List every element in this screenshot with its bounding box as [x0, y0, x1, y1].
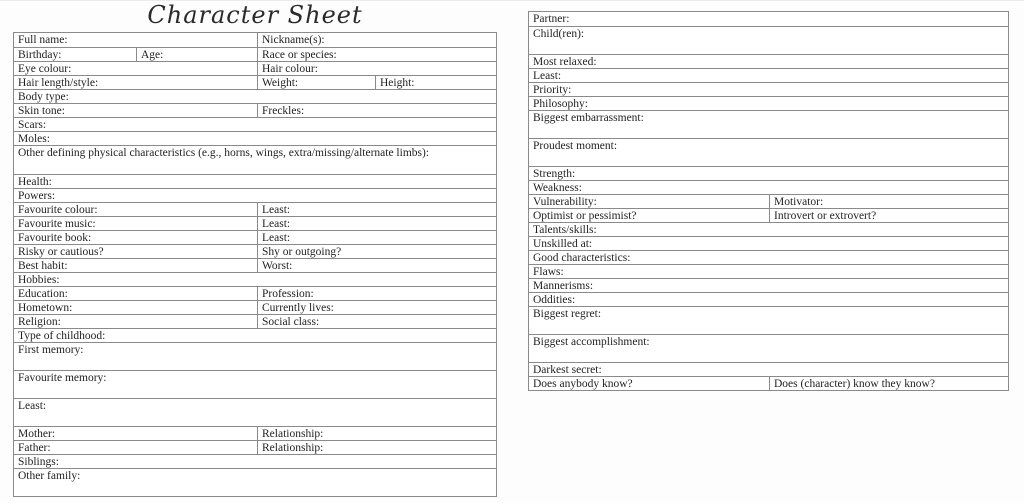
form-row [529, 180, 1008, 194]
field-label: Favourite colour: [18, 204, 98, 216]
form-row [529, 110, 1008, 138]
field-label: Currently lives: [262, 302, 334, 314]
field-label: Favourite music: [18, 218, 96, 230]
field-risky-or-cautious [14, 245, 257, 258]
form-row [14, 33, 496, 47]
character-sheet-left-table [13, 32, 497, 497]
field-least [14, 399, 496, 426]
field-education [14, 287, 257, 300]
field-label: Mannerisms: [533, 280, 594, 292]
character-sheet-right-table [528, 11, 1009, 391]
field-label: Hair length/style: [18, 77, 99, 89]
field-darkest-secret [529, 363, 1008, 376]
field-label: Least: [533, 70, 562, 82]
field-label: Darkest secret: [533, 364, 602, 376]
field-label: First memory: [18, 344, 84, 356]
field-label: Freckles: [262, 105, 305, 117]
field-age [136, 48, 257, 61]
field-label: Other defining physical characteristics (e.g., horns, wings, extra/missing/alternate limbs): [18, 147, 430, 159]
form-row [14, 426, 496, 440]
form-row [529, 96, 1008, 110]
field-label: Biggest regret: [533, 308, 602, 320]
field-label: Weakness: [533, 182, 582, 194]
field-label: Least: [262, 204, 291, 216]
form-row [529, 222, 1008, 236]
field-label: Height: [380, 77, 415, 89]
field-skin-tone [14, 104, 257, 117]
form-row [529, 264, 1008, 278]
field-label: Optimist or pessimist? [533, 210, 637, 222]
field-label: Type of childhood: [18, 330, 106, 342]
form-row [529, 278, 1008, 292]
form-row [529, 362, 1008, 376]
form-row [14, 440, 496, 454]
field-siblings [14, 455, 496, 468]
form-row [14, 117, 496, 131]
field-label: Philosophy: [533, 98, 588, 110]
form-row [529, 26, 1008, 54]
field-label: Strength: [533, 168, 576, 180]
form-row [14, 103, 496, 117]
field-profession [257, 287, 496, 300]
form-row [14, 314, 496, 328]
field-label: Relationship: [262, 442, 324, 454]
form-row [529, 306, 1008, 334]
field-oddities [529, 293, 1008, 306]
field-strength [529, 167, 1008, 180]
field-talents-skills [529, 223, 1008, 236]
form-row [14, 300, 496, 314]
field-biggest-regret [529, 307, 1008, 334]
field-best-habit [14, 259, 257, 272]
field-introvert-or-extrovert [769, 209, 1008, 222]
field-label: Good characteristics: [533, 252, 631, 264]
field-label: Siblings: [18, 456, 59, 468]
form-row [529, 334, 1008, 362]
field-weakness [529, 181, 1008, 194]
form-row [529, 166, 1008, 180]
field-nickname-s [257, 33, 496, 47]
field-label: Hometown: [18, 302, 73, 314]
form-row [14, 230, 496, 244]
field-label: Social class: [262, 316, 320, 328]
form-row [14, 216, 496, 230]
form-row [529, 236, 1008, 250]
form-row [14, 398, 496, 426]
field-unskilled-at [529, 237, 1008, 250]
form-row [14, 272, 496, 286]
field-label: Education: [18, 288, 68, 300]
field-least [257, 217, 496, 230]
field-least [257, 203, 496, 216]
field-label: Profession: [262, 288, 314, 300]
field-full-name [14, 33, 257, 47]
form-row [14, 75, 496, 89]
field-worst [257, 259, 496, 272]
form-row [14, 286, 496, 300]
field-birthday [14, 48, 136, 61]
field-label: Skin tone: [18, 105, 65, 117]
form-row [529, 138, 1008, 166]
field-optimist-or-pessimist [529, 209, 769, 222]
form-row [14, 174, 496, 188]
form-row [14, 258, 496, 272]
form-row [14, 342, 496, 370]
field-father [14, 441, 257, 454]
field-label: Best habit: [18, 260, 68, 272]
form-row [14, 145, 496, 174]
field-label: Weight: [262, 77, 299, 89]
form-row [14, 328, 496, 342]
field-freckles [257, 104, 496, 117]
field-label: Father: [18, 442, 51, 454]
field-powers [14, 189, 496, 202]
field-label: Does (character) know they know? [774, 378, 935, 390]
field-eye-colour [14, 62, 257, 75]
field-does-character-know-they-know [769, 377, 1008, 390]
field-label: Most relaxed: [533, 56, 597, 68]
field-relationship [257, 441, 496, 454]
field-label: Hobbies: [18, 274, 60, 286]
field-label: Shy or outgoing? [262, 246, 342, 258]
field-label: Other family: [18, 470, 81, 482]
field-label: Age: [141, 49, 164, 61]
field-label: Priority: [533, 84, 572, 96]
field-label: Race or species: [262, 49, 337, 61]
field-label: Least: [18, 400, 47, 412]
field-biggest-accomplishment [529, 335, 1008, 362]
field-label: Powers: [18, 190, 56, 202]
field-priority [529, 83, 1008, 96]
form-row [14, 47, 496, 61]
field-other-defining-physical-characteristics-e-g-horns-wings-extra-missing-alternate-limbs [14, 146, 496, 174]
field-label: Hair colour: [262, 63, 318, 75]
field-scars [14, 118, 496, 131]
form-row [529, 68, 1008, 82]
field-shy-or-outgoing [257, 245, 496, 258]
form-row [14, 188, 496, 202]
form-row [529, 12, 1008, 26]
field-religion [14, 315, 257, 328]
form-row [529, 376, 1008, 390]
field-partner [529, 12, 1008, 26]
form-row [529, 292, 1008, 306]
form-row [14, 244, 496, 258]
field-label: Biggest accomplishment: [533, 336, 650, 348]
field-label: Worst: [262, 260, 293, 272]
field-hobbies [14, 273, 496, 286]
field-social-class [257, 315, 496, 328]
field-label: Partner: [533, 13, 570, 25]
field-label: Religion: [18, 316, 61, 328]
field-type-of-childhood [14, 329, 496, 342]
form-row [529, 208, 1008, 222]
field-proudest-moment [529, 139, 1008, 166]
field-label: Mother: [18, 428, 56, 440]
form-row [14, 454, 496, 468]
field-vulnerability [529, 195, 769, 208]
field-weight [257, 76, 375, 89]
field-label: Vulnerability: [533, 196, 597, 208]
field-label: Relationship: [262, 428, 324, 440]
field-moles [14, 132, 496, 145]
field-biggest-embarrassment [529, 111, 1008, 138]
form-row [14, 61, 496, 75]
field-favourite-memory [14, 371, 496, 398]
form-row [14, 202, 496, 216]
field-mother [14, 427, 257, 440]
field-good-characteristics [529, 251, 1008, 264]
form-row [529, 82, 1008, 96]
form-row [14, 468, 496, 496]
field-does-anybody-know [529, 377, 769, 390]
form-row [529, 250, 1008, 264]
field-hometown [14, 301, 257, 314]
field-most-relaxed [529, 55, 1008, 68]
field-motivator [769, 195, 1008, 208]
field-label: Child(ren): [533, 28, 585, 40]
form-row [529, 194, 1008, 208]
field-label: Motivator: [774, 196, 824, 208]
field-label: Scars: [18, 119, 47, 131]
form-row [14, 131, 496, 145]
field-label: Nickname(s): [262, 34, 325, 46]
field-label: Favourite memory: [18, 372, 107, 384]
field-flaws [529, 265, 1008, 278]
field-label: Health: [18, 176, 52, 188]
field-race-or-species [257, 48, 496, 61]
field-least [529, 69, 1008, 82]
field-label: Least: [262, 232, 291, 244]
field-philosophy [529, 97, 1008, 110]
field-label: Proudest moment: [533, 140, 618, 152]
field-label: Flaws: [533, 266, 564, 278]
field-label: Does anybody know? [533, 378, 633, 390]
field-label: Least: [262, 218, 291, 230]
field-label: Eye colour: [18, 63, 72, 75]
field-favourite-colour [14, 203, 257, 216]
field-label: Body type: [18, 91, 69, 103]
field-label: Full name: [18, 34, 68, 46]
field-currently-lives [257, 301, 496, 314]
page-title: Character Sheet [147, 1, 363, 29]
field-hair-colour [257, 62, 496, 75]
field-mannerisms [529, 279, 1008, 292]
field-label: Oddities: [533, 294, 576, 306]
field-label: Biggest embarrassment: [533, 112, 644, 124]
field-label: Risky or cautious? [18, 246, 104, 258]
form-row [14, 89, 496, 103]
field-body-type [14, 90, 496, 103]
field-label: Favourite book: [18, 232, 92, 244]
field-favourite-book [14, 231, 257, 244]
field-least [257, 231, 496, 244]
field-height [375, 76, 496, 89]
field-relationship [257, 427, 496, 440]
form-row [529, 54, 1008, 68]
field-label: Moles: [18, 133, 50, 145]
field-other-family [14, 469, 496, 496]
field-hair-length-style [14, 76, 257, 89]
field-favourite-music [14, 217, 257, 230]
field-health [14, 175, 496, 188]
field-first-memory [14, 343, 496, 370]
field-label: Unskilled at: [533, 238, 593, 250]
field-label: Talents/skills: [533, 224, 597, 236]
form-row [14, 370, 496, 398]
field-child-ren [529, 27, 1008, 54]
field-label: Birthday: [18, 49, 62, 61]
field-label: Introvert or extrovert? [774, 210, 877, 222]
